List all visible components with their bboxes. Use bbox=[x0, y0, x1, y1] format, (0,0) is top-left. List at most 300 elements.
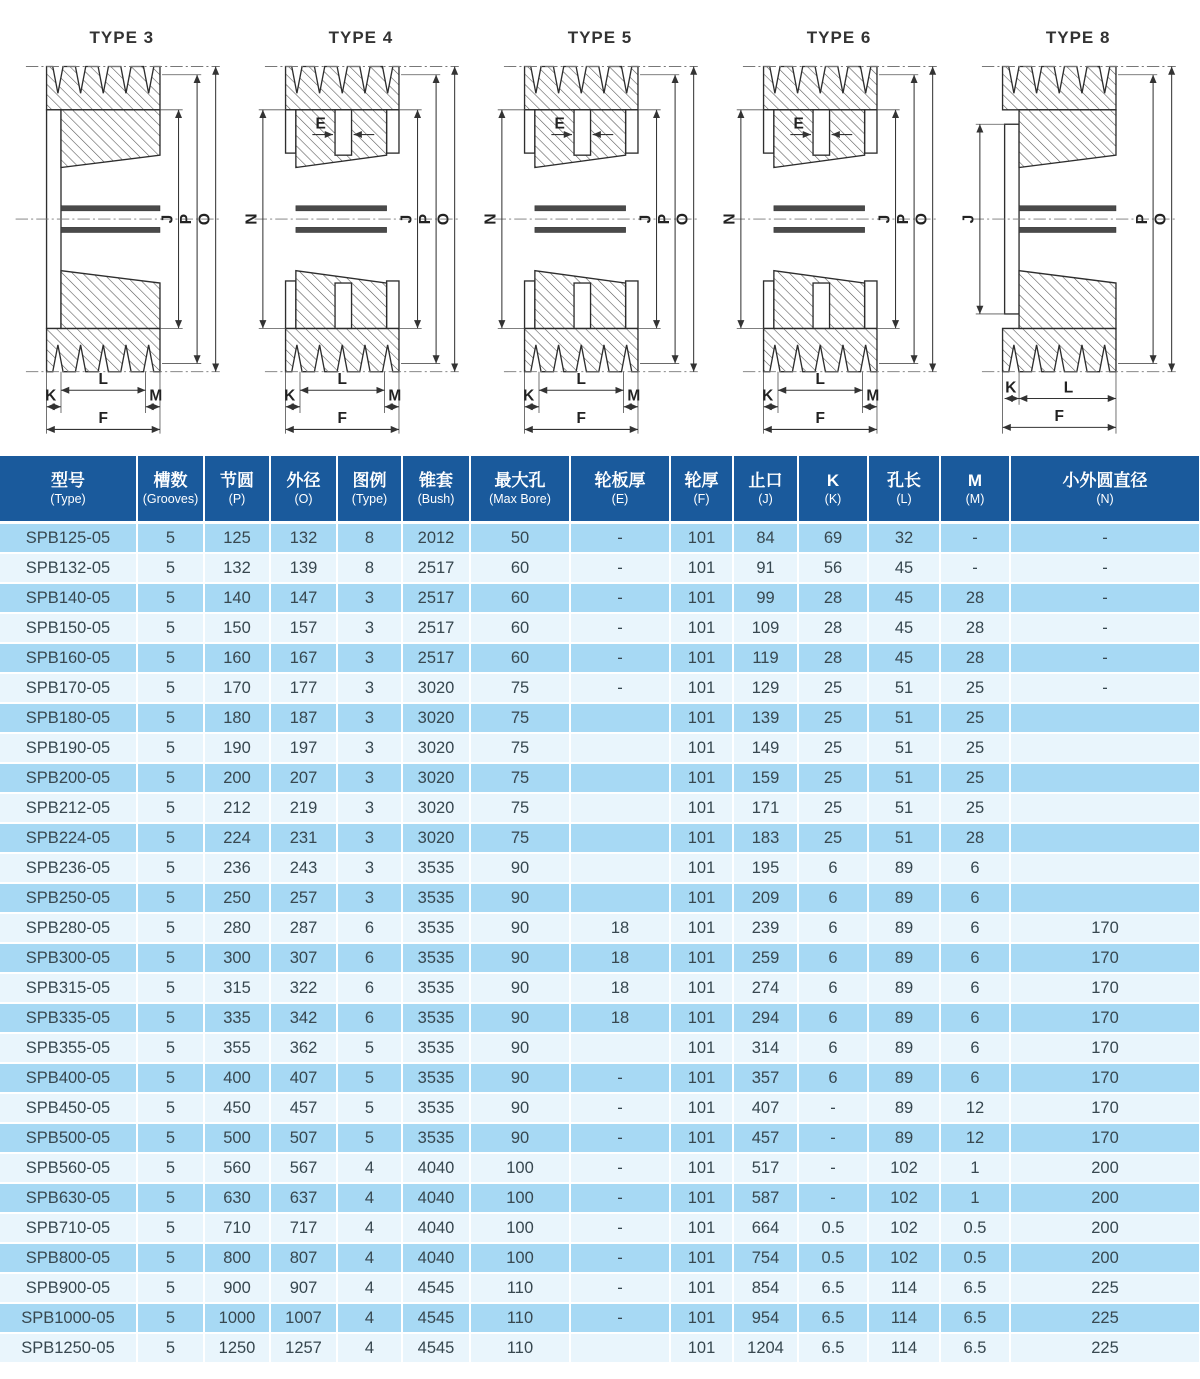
table-cell: 60 bbox=[470, 553, 570, 583]
table-cell: 114 bbox=[868, 1303, 940, 1333]
table-cell: 6.5 bbox=[798, 1303, 868, 1333]
table-cell: SPB1250-05 bbox=[0, 1333, 137, 1363]
table-cell: 4 bbox=[337, 1153, 402, 1183]
table-row bbox=[0, 1123, 1200, 1153]
table-cell: 5 bbox=[137, 913, 204, 943]
table-cell: 717 bbox=[270, 1213, 337, 1243]
table-cell: - bbox=[570, 1243, 670, 1273]
table-cell: 18 bbox=[570, 943, 670, 973]
table-cell: 5 bbox=[137, 703, 204, 733]
table-cell bbox=[1010, 823, 1200, 853]
svg-text:L: L bbox=[337, 371, 348, 389]
table-cell: 274 bbox=[733, 973, 798, 1003]
table-cell: 6.5 bbox=[940, 1303, 1010, 1333]
table-cell: 200 bbox=[1010, 1183, 1200, 1213]
table-cell: SPB630-05 bbox=[0, 1183, 137, 1213]
table-cell: 132 bbox=[270, 523, 337, 554]
svg-text:K: K bbox=[1005, 379, 1017, 397]
table-cell: 170 bbox=[1010, 913, 1200, 943]
table-cell: 1204 bbox=[733, 1333, 798, 1363]
table-cell: 12 bbox=[940, 1093, 1010, 1123]
table-cell: 335 bbox=[204, 1003, 270, 1033]
table-cell bbox=[570, 823, 670, 853]
diagram-title: TYPE 4 bbox=[328, 28, 394, 47]
table-cell: 225 bbox=[1010, 1273, 1200, 1303]
svg-text:O: O bbox=[1152, 213, 1170, 226]
table-cell: 4 bbox=[337, 1333, 402, 1363]
table-cell: 5 bbox=[137, 793, 204, 823]
table-cell: 1257 bbox=[270, 1333, 337, 1363]
table-cell: 114 bbox=[868, 1333, 940, 1363]
table-cell: SPB355-05 bbox=[0, 1033, 137, 1063]
table-cell: 6 bbox=[798, 883, 868, 913]
table-cell: - bbox=[798, 1093, 868, 1123]
table-cell: 25 bbox=[940, 793, 1010, 823]
table-cell: SPB140-05 bbox=[0, 583, 137, 613]
table-cell: 75 bbox=[470, 673, 570, 703]
table-cell: 159 bbox=[733, 763, 798, 793]
table-cell: 170 bbox=[1010, 973, 1200, 1003]
table-cell: 3020 bbox=[402, 673, 470, 703]
table-cell: 6 bbox=[798, 913, 868, 943]
table-cell: SPB560-05 bbox=[0, 1153, 137, 1183]
table-cell bbox=[570, 853, 670, 883]
table-cell: 5 bbox=[137, 643, 204, 673]
svg-text:E: E bbox=[315, 115, 326, 133]
table-cell: 90 bbox=[470, 1003, 570, 1033]
svg-text:F: F bbox=[337, 410, 348, 428]
table-cell: 355 bbox=[204, 1033, 270, 1063]
table-cell bbox=[1010, 703, 1200, 733]
table-cell: - bbox=[1010, 673, 1200, 703]
table-cell: SPB180-05 bbox=[0, 703, 137, 733]
table-cell: 90 bbox=[470, 1063, 570, 1093]
table-cell: 6.5 bbox=[798, 1273, 868, 1303]
table-cell: - bbox=[570, 1303, 670, 1333]
table-cell: 212 bbox=[204, 793, 270, 823]
table-cell bbox=[570, 1033, 670, 1063]
table-row bbox=[0, 703, 1200, 733]
table-cell: - bbox=[570, 1153, 670, 1183]
table-cell: - bbox=[1010, 583, 1200, 613]
svg-text:P: P bbox=[1134, 213, 1152, 225]
table-cell: 0.5 bbox=[798, 1213, 868, 1243]
svg-text:L: L bbox=[1064, 379, 1074, 397]
table-cell: 900 bbox=[204, 1273, 270, 1303]
table-cell: 5 bbox=[337, 1063, 402, 1093]
table-cell: 101 bbox=[670, 823, 733, 853]
table-cell: 1 bbox=[940, 1153, 1010, 1183]
table-row bbox=[0, 583, 1200, 613]
table-cell: 5 bbox=[137, 523, 204, 554]
table-cell: 28 bbox=[940, 823, 1010, 853]
table-cell: 101 bbox=[670, 703, 733, 733]
col-header-figure: 图例 (Type) bbox=[337, 456, 402, 523]
table-cell: 200 bbox=[1010, 1213, 1200, 1243]
table-cell: 100 bbox=[470, 1243, 570, 1273]
table-row bbox=[0, 1033, 1200, 1063]
table-cell: - bbox=[570, 1123, 670, 1153]
table-cell: SPB236-05 bbox=[0, 853, 137, 883]
table-cell: 3535 bbox=[402, 973, 470, 1003]
table-cell: 51 bbox=[868, 823, 940, 853]
svg-text:F: F bbox=[98, 410, 108, 428]
table-cell: 101 bbox=[670, 763, 733, 793]
svg-text:N: N bbox=[723, 213, 739, 225]
table-row bbox=[0, 673, 1200, 703]
table-cell: SPB280-05 bbox=[0, 913, 137, 943]
table-cell: 6 bbox=[798, 853, 868, 883]
table-row bbox=[0, 883, 1200, 913]
svg-text:J: J bbox=[962, 214, 979, 224]
svg-text:K: K bbox=[45, 387, 57, 405]
table-cell: 357 bbox=[733, 1063, 798, 1093]
table-cell: 3 bbox=[337, 883, 402, 913]
table-cell: 315 bbox=[204, 973, 270, 1003]
table-cell: SPB500-05 bbox=[0, 1123, 137, 1153]
table-cell: - bbox=[570, 1183, 670, 1213]
table-cell: 342 bbox=[270, 1003, 337, 1033]
svg-text:N: N bbox=[484, 213, 500, 225]
table-cell: 101 bbox=[670, 853, 733, 883]
table-cell: - bbox=[570, 553, 670, 583]
table-row bbox=[0, 553, 1200, 583]
table-cell: 6 bbox=[337, 913, 402, 943]
table-cell: SPB125-05 bbox=[0, 523, 137, 554]
table-cell: 60 bbox=[470, 583, 570, 613]
table-cell: 560 bbox=[204, 1153, 270, 1183]
table-cell bbox=[570, 793, 670, 823]
table-cell: 28 bbox=[798, 643, 868, 673]
col-header-pitch: 节圆 (P) bbox=[204, 456, 270, 523]
svg-text:K: K bbox=[284, 387, 296, 405]
table-cell: 99 bbox=[733, 583, 798, 613]
table-cell: 100 bbox=[470, 1213, 570, 1243]
table-cell: 25 bbox=[798, 793, 868, 823]
diagram-title: TYPE 3 bbox=[89, 28, 155, 47]
svg-text:F: F bbox=[1054, 408, 1065, 426]
table-cell bbox=[570, 703, 670, 733]
table-row bbox=[0, 913, 1200, 943]
table-row bbox=[0, 793, 1200, 823]
pulley-drawing bbox=[6, 50, 238, 448]
pulley-drawing bbox=[484, 50, 716, 448]
table-cell: 457 bbox=[733, 1123, 798, 1153]
diagram-title: TYPE 5 bbox=[567, 28, 633, 47]
table-cell: 362 bbox=[270, 1033, 337, 1063]
table-cell: 259 bbox=[733, 943, 798, 973]
pulley-diagram-type-8 bbox=[962, 14, 1194, 452]
table-cell: SPB1000-05 bbox=[0, 1303, 137, 1333]
table-cell: 2012 bbox=[402, 523, 470, 554]
pulley-diagram-type-3 bbox=[6, 14, 238, 452]
table-cell: 322 bbox=[270, 973, 337, 1003]
svg-text:J: J bbox=[398, 214, 416, 224]
table-cell: 3 bbox=[337, 703, 402, 733]
table-cell: 239 bbox=[733, 913, 798, 943]
table-cell: 18 bbox=[570, 973, 670, 1003]
table-cell: 5 bbox=[137, 613, 204, 643]
table-cell bbox=[1010, 883, 1200, 913]
pulley-drawing bbox=[962, 50, 1194, 448]
table-cell: 90 bbox=[470, 883, 570, 913]
table-cell: 101 bbox=[670, 1093, 733, 1123]
table-cell: 637 bbox=[270, 1183, 337, 1213]
table-cell: 45 bbox=[868, 583, 940, 613]
svg-text:L: L bbox=[98, 371, 108, 389]
table-cell: 25 bbox=[798, 823, 868, 853]
table-cell: 183 bbox=[733, 823, 798, 853]
table-cell: 5 bbox=[137, 1003, 204, 1033]
table-cell: 102 bbox=[868, 1183, 940, 1213]
pulley-diagrams-row bbox=[0, 0, 1200, 452]
table-cell bbox=[1010, 733, 1200, 763]
table-cell: 5 bbox=[137, 1153, 204, 1183]
table-cell: 5 bbox=[137, 1273, 204, 1303]
table-cell bbox=[570, 1333, 670, 1363]
table-cell: 3 bbox=[337, 733, 402, 763]
table-cell: 139 bbox=[733, 703, 798, 733]
table-cell: - bbox=[570, 1273, 670, 1303]
table-cell: 1000 bbox=[204, 1303, 270, 1333]
table-cell: 75 bbox=[470, 763, 570, 793]
table-cell: - bbox=[1010, 613, 1200, 643]
table-cell: 307 bbox=[270, 943, 337, 973]
table-cell: 170 bbox=[1010, 1123, 1200, 1153]
table-cell: 6 bbox=[798, 1003, 868, 1033]
table-cell: 3 bbox=[337, 853, 402, 883]
table-cell: 500 bbox=[204, 1123, 270, 1153]
table-cell: 125 bbox=[204, 523, 270, 554]
table-cell: 1 bbox=[940, 1183, 1010, 1213]
table-cell: - bbox=[1010, 643, 1200, 673]
table-cell: 0.5 bbox=[940, 1243, 1010, 1273]
table-cell: 132 bbox=[204, 553, 270, 583]
table-cell: 6 bbox=[940, 1033, 1010, 1063]
table-cell bbox=[1010, 853, 1200, 883]
table-cell bbox=[570, 763, 670, 793]
table-cell: 3020 bbox=[402, 793, 470, 823]
table-cell: 101 bbox=[670, 1123, 733, 1153]
table-cell: 6 bbox=[940, 883, 1010, 913]
table-cell: - bbox=[570, 643, 670, 673]
table-cell: 101 bbox=[670, 1243, 733, 1273]
table-cell: 6 bbox=[940, 1003, 1010, 1033]
table-cell: 101 bbox=[670, 1003, 733, 1033]
table-row bbox=[0, 1183, 1200, 1213]
table-cell: 5 bbox=[137, 883, 204, 913]
svg-text:E: E bbox=[554, 115, 565, 133]
table-cell: SPB450-05 bbox=[0, 1093, 137, 1123]
svg-text:J: J bbox=[159, 214, 177, 224]
table-cell: 90 bbox=[470, 1093, 570, 1123]
table-cell: 5 bbox=[137, 1243, 204, 1273]
table-cell: 110 bbox=[470, 1333, 570, 1363]
table-cell: 170 bbox=[204, 673, 270, 703]
table-cell: 236 bbox=[204, 853, 270, 883]
table-cell: 3020 bbox=[402, 703, 470, 733]
table-cell: 800 bbox=[204, 1243, 270, 1273]
table-cell: 25 bbox=[940, 763, 1010, 793]
table-cell: 5 bbox=[137, 853, 204, 883]
table-cell: 6 bbox=[337, 943, 402, 973]
table-cell: 101 bbox=[670, 583, 733, 613]
svg-text:L: L bbox=[576, 371, 587, 389]
svg-text:P: P bbox=[416, 213, 434, 225]
table-cell: 3020 bbox=[402, 733, 470, 763]
table-cell: 28 bbox=[940, 583, 1010, 613]
table-cell: SPB250-05 bbox=[0, 883, 137, 913]
svg-text:L: L bbox=[815, 371, 826, 389]
table-cell: 101 bbox=[670, 1273, 733, 1303]
table-cell: 101 bbox=[670, 913, 733, 943]
table-cell: - bbox=[940, 523, 1010, 554]
table-cell: 25 bbox=[798, 733, 868, 763]
table-cell: 3535 bbox=[402, 1033, 470, 1063]
table-cell: 101 bbox=[670, 1033, 733, 1063]
table-cell: 129 bbox=[733, 673, 798, 703]
table-cell: 25 bbox=[798, 703, 868, 733]
table-cell: 5 bbox=[137, 553, 204, 583]
svg-text:F: F bbox=[815, 410, 826, 428]
table-cell: 139 bbox=[270, 553, 337, 583]
table-cell: 100 bbox=[470, 1183, 570, 1213]
table-cell: 28 bbox=[798, 613, 868, 643]
table-cell: 6 bbox=[798, 943, 868, 973]
table-cell: SPB190-05 bbox=[0, 733, 137, 763]
table-cell: 6.5 bbox=[798, 1333, 868, 1363]
diagram-title: TYPE 8 bbox=[1045, 28, 1111, 47]
table-row bbox=[0, 1213, 1200, 1243]
table-row bbox=[0, 1003, 1200, 1033]
table-cell: 4 bbox=[337, 1213, 402, 1243]
table-cell: 3 bbox=[337, 643, 402, 673]
table-cell: 407 bbox=[733, 1093, 798, 1123]
diagram-title: TYPE 6 bbox=[806, 28, 872, 47]
table-cell: 147 bbox=[270, 583, 337, 613]
svg-text:P: P bbox=[895, 213, 913, 225]
table-cell: 170 bbox=[1010, 1033, 1200, 1063]
table-cell: 170 bbox=[1010, 1093, 1200, 1123]
table-row bbox=[0, 823, 1200, 853]
table-cell: 8 bbox=[337, 523, 402, 554]
table-row bbox=[0, 1273, 1200, 1303]
table-cell: 300 bbox=[204, 943, 270, 973]
table-cell: 3535 bbox=[402, 1063, 470, 1093]
table-cell: 6 bbox=[940, 973, 1010, 1003]
table-cell: 854 bbox=[733, 1273, 798, 1303]
table-cell: 3 bbox=[337, 763, 402, 793]
table-cell: 101 bbox=[670, 1213, 733, 1243]
table-cell: 51 bbox=[868, 793, 940, 823]
table-cell: 157 bbox=[270, 613, 337, 643]
table-cell: 517 bbox=[733, 1153, 798, 1183]
table-cell: 907 bbox=[270, 1273, 337, 1303]
svg-text:P: P bbox=[656, 213, 674, 225]
table-cell bbox=[1010, 763, 1200, 793]
table-cell: 4545 bbox=[402, 1273, 470, 1303]
table-cell: 3020 bbox=[402, 763, 470, 793]
table-cell: SPB212-05 bbox=[0, 793, 137, 823]
table-cell: SPB170-05 bbox=[0, 673, 137, 703]
table-cell: 2517 bbox=[402, 613, 470, 643]
col-header-grooves: 槽数 (Grooves) bbox=[137, 456, 204, 523]
table-cell: 754 bbox=[733, 1243, 798, 1273]
table-cell: 28 bbox=[940, 643, 1010, 673]
col-header-maxbore: 最大孔 (Max Bore) bbox=[470, 456, 570, 523]
table-cell: 25 bbox=[940, 733, 1010, 763]
table-cell: 6 bbox=[798, 1063, 868, 1093]
table-cell: 5 bbox=[137, 763, 204, 793]
table-cell: 5 bbox=[137, 1033, 204, 1063]
svg-text:J: J bbox=[637, 214, 655, 224]
table-cell: 195 bbox=[733, 853, 798, 883]
svg-text:E: E bbox=[793, 115, 805, 133]
table-cell: 150 bbox=[204, 613, 270, 643]
table-cell: SPB160-05 bbox=[0, 643, 137, 673]
table-cell: 45 bbox=[868, 553, 940, 583]
table-cell: 5 bbox=[337, 1033, 402, 1063]
table-cell: 507 bbox=[270, 1123, 337, 1153]
table-cell: 25 bbox=[798, 763, 868, 793]
table-row bbox=[0, 523, 1200, 554]
table-cell: SPB300-05 bbox=[0, 943, 137, 973]
table-cell: 101 bbox=[670, 793, 733, 823]
table-cell: 51 bbox=[868, 703, 940, 733]
col-header-bush: 锥套 (Bush) bbox=[402, 456, 470, 523]
table-cell: 200 bbox=[1010, 1153, 1200, 1183]
table-row bbox=[0, 1303, 1200, 1333]
table-cell: 5 bbox=[137, 1213, 204, 1243]
svg-text:F: F bbox=[576, 410, 587, 428]
table-cell: 100 bbox=[470, 1153, 570, 1183]
table-cell: 231 bbox=[270, 823, 337, 853]
table-cell: 224 bbox=[204, 823, 270, 853]
table-cell bbox=[1010, 793, 1200, 823]
table-cell: SPB132-05 bbox=[0, 553, 137, 583]
table-cell: 45 bbox=[868, 643, 940, 673]
col-header-k: K (K) bbox=[798, 456, 868, 523]
table-cell: 101 bbox=[670, 1063, 733, 1093]
table-cell: 200 bbox=[1010, 1243, 1200, 1273]
table-cell: 3 bbox=[337, 583, 402, 613]
table-cell: SPB710-05 bbox=[0, 1213, 137, 1243]
table-cell: 50 bbox=[470, 523, 570, 554]
table-cell: 3535 bbox=[402, 1093, 470, 1123]
table-cell: SPB800-05 bbox=[0, 1243, 137, 1273]
table-cell: 89 bbox=[868, 1093, 940, 1123]
pulley-diagram-type-5 bbox=[484, 14, 716, 452]
table-cell: 102 bbox=[868, 1243, 940, 1273]
table-cell: - bbox=[940, 553, 1010, 583]
table-cell: - bbox=[570, 583, 670, 613]
spec-table-body bbox=[0, 523, 1200, 1364]
table-row bbox=[0, 1153, 1200, 1183]
table-cell: 101 bbox=[670, 553, 733, 583]
table-cell: SPB150-05 bbox=[0, 613, 137, 643]
table-cell: - bbox=[798, 1183, 868, 1213]
table-cell: 119 bbox=[733, 643, 798, 673]
table-cell: 110 bbox=[470, 1273, 570, 1303]
table-cell: 75 bbox=[470, 823, 570, 853]
table-row bbox=[0, 613, 1200, 643]
table-cell: 101 bbox=[670, 1303, 733, 1333]
table-cell: 250 bbox=[204, 883, 270, 913]
table-cell: 32 bbox=[868, 523, 940, 554]
table-cell: 25 bbox=[940, 703, 1010, 733]
table-cell: 5 bbox=[137, 823, 204, 853]
table-cell: 45 bbox=[868, 613, 940, 643]
